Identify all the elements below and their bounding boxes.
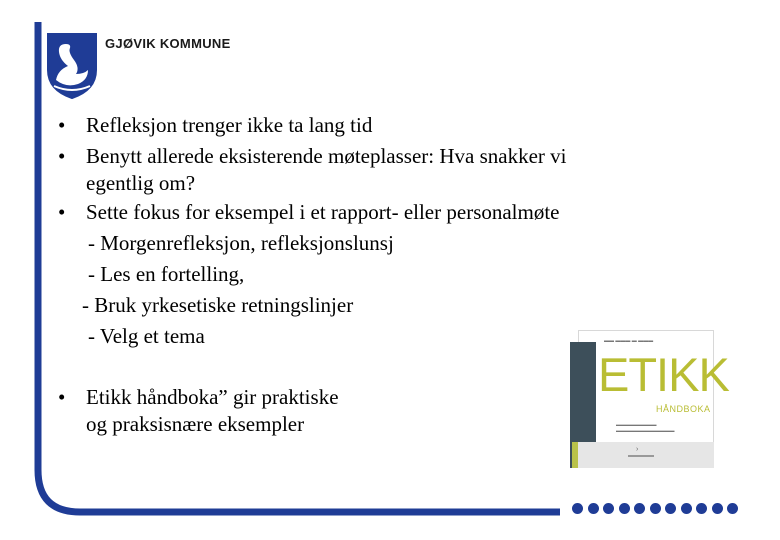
- dot: [634, 503, 645, 514]
- dot: [665, 503, 676, 514]
- bullet-text: Refleksjon trenger ikke ta lang tid: [86, 113, 373, 137]
- book-authors-line: ▬▬ ▬▬▬ ▬ ▬▬▬: [604, 338, 654, 344]
- decorative-dots: [572, 503, 738, 515]
- bullet-marker: •: [58, 144, 66, 168]
- dot: [572, 503, 583, 514]
- bullet-item-1: [56, 110, 696, 141]
- publisher-line: [628, 455, 654, 457]
- book-cover-image: [570, 330, 729, 468]
- bullet-text: Benytt allerede eksisterende møteplasser: Hva snakker vi: [86, 144, 567, 168]
- bullet-item-2: [56, 141, 696, 172]
- bullet-text: Etikk håndboka” gir praktiske: [86, 385, 339, 409]
- dot: [603, 503, 614, 514]
- swan-shield-icon: [44, 30, 100, 100]
- bullet-text-continuation: og praksisnære eksempler: [86, 412, 305, 436]
- sub-item: - Morgenrefleksjon, refleksjonslunsj: [88, 231, 394, 255]
- publisher-mark-icon: ›: [636, 446, 639, 453]
- book-title: ETIKK: [598, 348, 729, 401]
- book-small-text: ▬▬▬▬▬▬▬▬▬ ▬▬▬▬▬▬▬▬▬▬▬▬▬: [616, 422, 675, 433]
- bullet-marker: •: [58, 385, 66, 409]
- dot: [650, 503, 661, 514]
- book-subtitle: HÅNDBOKA: [656, 404, 711, 414]
- bullet-marker: •: [58, 200, 66, 224]
- dot: [588, 503, 599, 514]
- bullet-text-continuation: egentlig om?: [86, 171, 196, 195]
- sub-item: - Bruk yrkesetiske retningslinjer: [82, 293, 354, 317]
- bullet-marker: •: [58, 113, 66, 137]
- bullet-text: Sette fokus for eksempel i et rapport- eller personalmøte: [86, 200, 560, 224]
- dot: [727, 503, 738, 514]
- dot: [619, 503, 630, 514]
- dot: [696, 503, 707, 514]
- sub-item: - Velg et tema: [88, 324, 205, 348]
- bullet-item-3: [56, 197, 696, 228]
- sub-item: - Les en fortelling,: [88, 262, 245, 286]
- dot: [681, 503, 692, 514]
- organization-name: GJØVIK KOMMUNE: [105, 36, 231, 51]
- dot: [712, 503, 723, 514]
